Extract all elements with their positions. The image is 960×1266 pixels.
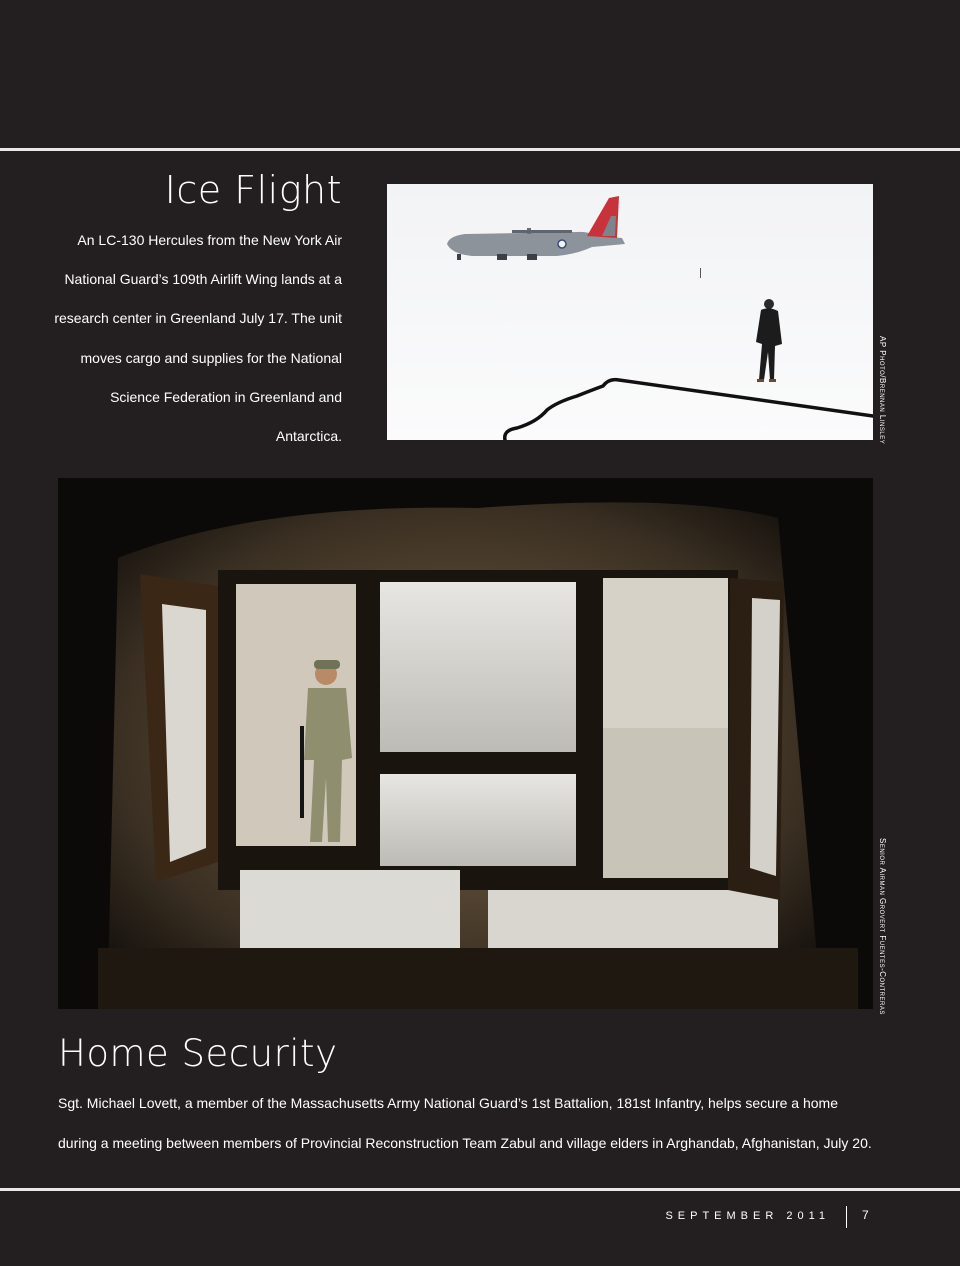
footer-separator [846,1206,847,1228]
home-security-photo-credit: Senior Airman Grovert Fuentes-Contreras [878,838,887,1015]
home-security-photo [58,478,873,1009]
ice-flight-caption: An LC-130 Hercules from the New York Air National Guard’s 109th Airlift Wing lands at a research center in Greenland July 17. The unit moves cargo and supplies for the National Science Federation in Greenland and Antarctica. [54,232,342,445]
home-security-title: Home Security [58,1032,338,1075]
ice-flight-title: Ice Flight [164,168,342,212]
home-security-caption: Sgt. Michael Lovett, a member of the Massachusetts Army National Guard’s 1st Battalion, 181st Infantry, helps secure a home during a meeting between members of Provincial Reconstruction Team Zabul and village elders in Arghandab, Afghanistan, July 20. [58,1095,872,1151]
top-divider [0,148,960,151]
footer-issue-date: SEPTEMBER 2011 [665,1210,830,1222]
ice-flight-photo [387,184,873,440]
ice-flight-photo-credit: AP Photo/Brennan Linsley [878,336,887,445]
bottom-divider [0,1188,960,1191]
page-number: 7 [862,1208,869,1222]
